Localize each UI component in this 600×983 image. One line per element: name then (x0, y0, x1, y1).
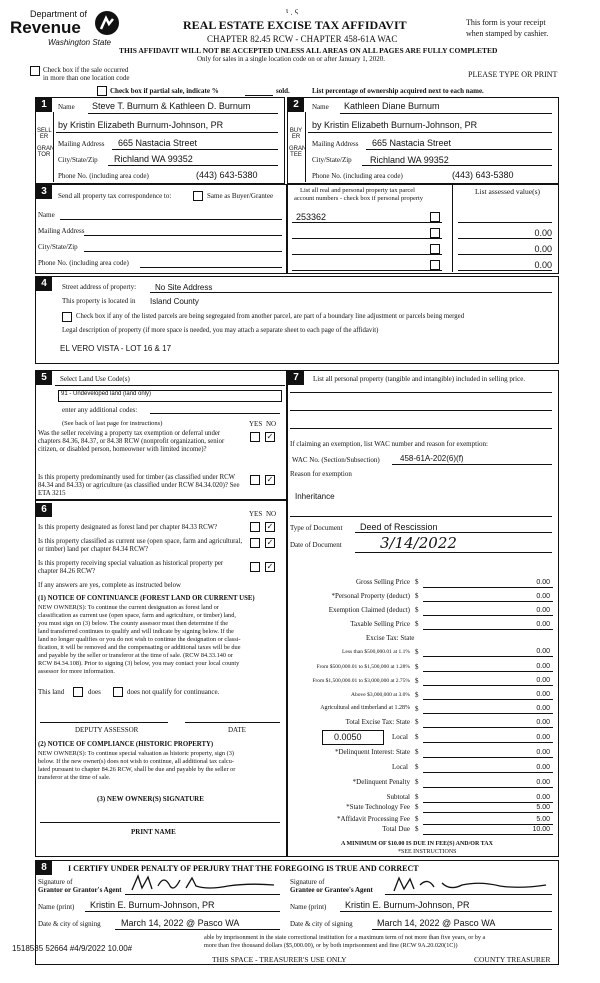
section-2-number: 2 (288, 98, 304, 112)
seller-city[interactable]: Richland WA 99352 (114, 154, 193, 164)
notice2-line: NEW OWNER(S): To continue special valuation as historic property, sign (3) (38, 750, 235, 757)
new-owner-signature-label: (3) NEW OWNER(S) SIGNATURE (97, 795, 204, 803)
currency-sign: $ (415, 620, 419, 628)
delinquent-interest-value[interactable]: 0.00 (536, 749, 550, 756)
land-use-value: 91 - Undeveloped land (land only) (61, 391, 152, 397)
grantor-sig-label-1: Signature of (38, 878, 73, 886)
section-4-number: 4 (36, 277, 52, 291)
deputy-assessor-label: DEPUTY ASSESSOR (75, 726, 139, 734)
parcel-number-1[interactable]: 253362 (296, 212, 327, 222)
currency-sign: $ (415, 648, 419, 656)
tier-4-label: Above $3,000,000 at 3.0% (351, 692, 410, 698)
parcel-header-1: List all real and personal property tax parcel (300, 187, 415, 194)
assessed-value-1[interactable]: 0.00 (534, 228, 552, 238)
seller-addr-label: Mailing Address (58, 140, 105, 148)
notice1-line: RCW 84.34.108). Prior to signing (3) below, you may contact your local county (38, 660, 240, 667)
taxable-selling-label: Taxable Selling Price (350, 620, 410, 628)
tier-2-value[interactable]: 0.00 (536, 663, 550, 670)
revenue-wordmark: Revenue (10, 18, 81, 37)
corr-phone-label: Phone No. (including area code) (38, 259, 129, 267)
corr-name-label: Name (38, 211, 55, 219)
grantee-printed-name[interactable]: Kristin E. Burnum-Johnson, PR (345, 900, 470, 910)
section-7-number: 7 (288, 371, 304, 385)
notice1-line: NEW OWNER(S): To continue the current designation as forest land or (38, 604, 219, 611)
grantee-date-label: Date & city of signing (290, 920, 353, 928)
exemption-claimed-label: Exemption Claimed (deduct) (328, 606, 410, 614)
assessed-value-3[interactable]: 0.00 (534, 260, 552, 270)
sec6-q2-no[interactable]: ✓ (266, 538, 274, 547)
buyer-name[interactable]: Kathleen Diane Burnum (344, 101, 440, 111)
dept-label: Department of (30, 9, 88, 19)
notice1-line: you must sign on (3) below. The county assessor must then determine if the (38, 620, 229, 627)
partial-sale-label: Check box if partial sale, indicate % (110, 87, 219, 95)
delinquent-penalty-label: *Delinquent Penalty (352, 778, 410, 786)
currency-sign: $ (415, 778, 419, 786)
total-excise-label: Total Excise Tax: State (345, 718, 410, 726)
doc-date-value[interactable]: 3/14/2022 (380, 534, 457, 552)
perjury-note-2: more than five thousand dollars ($5,000.00), or by both imprisonment and fine (RCW 9A.20.020(1C)) (204, 942, 458, 949)
buyer-phone[interactable]: (443) 643-5380 (452, 170, 514, 180)
grantee-sig-label-2: Grantee or Grantee's Agent (290, 886, 373, 894)
sec5-no-header: NO (266, 420, 277, 428)
total-due-label: Total Due (382, 825, 410, 833)
legal-description[interactable]: EL VERO VISTA - LOT 16 & 17 (60, 344, 172, 353)
section-3-number: 3 (36, 185, 52, 199)
gross-selling-value[interactable]: 0.00 (536, 579, 550, 586)
sec5-q2: Is this property predominantly used for timber (as classified under RCW 84.34 and 84.33) or agriculture (as classified under RCW 84.34.020)? See ETA 3215 (38, 474, 240, 497)
grantor-sig-label-2: Grantor or Grantor's Agent (38, 886, 122, 894)
certify-statement: I CERTIFY UNDER PENALTY OF PERJURY THAT THE FOREGOING IS TRUE AND CORRECT (68, 864, 419, 873)
form-warning: THIS AFFIDAVIT WILL NOT BE ACCEPTED UNLESS ALL AREAS ON ALL PAGES ARE FULLY COMPLETED (119, 46, 498, 55)
receipt-note-2: when stamped by cashier. (466, 29, 549, 38)
subtotal-value[interactable]: 0.00 (536, 794, 550, 801)
grantee-date[interactable]: March 14, 2022 @ Pasco WA (377, 918, 496, 928)
multi-location-label-2: in more than one location code (43, 74, 130, 82)
form-chapter: CHAPTER 82.45 RCW - CHAPTER 458-61A WAC (207, 34, 398, 44)
section-6-number: 6 (36, 503, 52, 517)
local-value-2[interactable]: 0.00 (536, 764, 550, 771)
agricultural-label: Agricultural and timberland at 1.28% (320, 705, 410, 711)
seller-addr[interactable]: 665 Nastacia Street (118, 138, 198, 148)
treasurer-use-label: THIS SPACE - TREASURER'S USE ONLY (212, 955, 347, 964)
tech-fee-label: *State Technology Fee (346, 803, 410, 811)
section-8-number: 8 (36, 861, 52, 875)
grantor-signature (128, 872, 278, 896)
notice1-line: assessor for more information. (38, 668, 115, 675)
see-instructions-note: *SEE INSTRUCTIONS (398, 849, 457, 855)
land-use-label: Select Land Use Code(s) (60, 375, 130, 383)
sec6-q1: Is this property designated as forest land per chapter 84.33 RCW? (38, 524, 218, 531)
grantee-name-label: Name (print) (290, 903, 327, 911)
notice1-line: fication, it will be removed and the compensating or additional taxes will be due (38, 644, 241, 651)
segregated-checkbox[interactable] (62, 312, 72, 322)
currency-sign: $ (415, 705, 419, 713)
seller-phone[interactable]: (443) 643-5380 (196, 170, 258, 180)
subtotal-label: Subtotal (386, 793, 410, 801)
perjury-note-1: able by imprisonment in the state correctional institution for a maximum term of not more than five years, or by a (204, 934, 486, 941)
notice2-line: lated pursuant to chapter 84.26 RCW, shall be due and payable by the seller or (38, 766, 236, 773)
currency-sign: $ (415, 592, 419, 600)
doc-date-label: Date of Document (290, 541, 342, 549)
affidavit-fee-label: *Affidavit Processing Fee (337, 815, 410, 823)
seller-city-label: City/State/Zip (58, 156, 98, 164)
buyer-addr-label: Mailing Address (312, 140, 359, 148)
assessed-value-2[interactable]: 0.00 (534, 244, 552, 254)
notice2-title: (2) NOTICE OF COMPLIANCE (HISTORIC PROPERTY) (38, 741, 214, 748)
buyer-addr[interactable]: 665 Nastacia Street (372, 138, 452, 148)
only-for-note: Only for sales in a single location code on or after January 1, 2020. (197, 55, 385, 63)
seller-phone-label: Phone No. (including area code) (58, 172, 149, 180)
reason-value[interactable]: Inheritance (295, 492, 335, 501)
reason-label: Reason for exemption (290, 470, 352, 478)
total-due-value[interactable]: 10.00 (532, 826, 550, 833)
delinquent-penalty-value[interactable]: 0.00 (536, 779, 550, 786)
sec6-yes-header: YES (249, 510, 263, 518)
sec5-q1-no[interactable]: ✓ (266, 432, 274, 441)
sec5-q2-yes[interactable] (250, 475, 260, 485)
wac-value[interactable]: 458-61A-202(6)(f) (400, 454, 464, 463)
gross-selling-label: Gross Selling Price (355, 578, 410, 586)
located-county[interactable]: Island County (150, 297, 199, 306)
currency-sign: $ (415, 763, 419, 771)
personal-property-label: *Personal Property (deduct) (331, 592, 410, 600)
currency-sign: $ (415, 606, 419, 614)
delinquent-interest-label: *Delinquent Interest: State (334, 748, 410, 756)
form-title: REAL ESTATE EXCISE TAX AFFIDAVIT (183, 18, 407, 32)
top-marks: ι ͵ ς (286, 6, 298, 15)
assessed-header: List assessed value(s) (475, 187, 540, 196)
notice2-line: below. If the new owner(s) does not wish to continue, all additional tax calcu- (38, 758, 234, 765)
land-does-not-checkbox[interactable] (113, 687, 123, 697)
taxable-selling-value[interactable]: 0.00 (536, 621, 550, 628)
currency-sign: $ (415, 825, 419, 833)
if-yes-note: If any answers are yes, complete as instructed below (38, 582, 181, 589)
currency-sign: $ (415, 748, 419, 756)
notice1-title: (1) NOTICE OF CONTINUANCE (FOREST LAND OR CURRENT USE) (38, 595, 255, 602)
partial-sale-checkbox[interactable] (97, 86, 107, 96)
tier-1-label: Less than $500,000.01 at 1.1% (342, 649, 410, 655)
notice2-line: transferor at the time of sale. (38, 774, 111, 781)
state-label: Washington State (48, 38, 112, 47)
grantor-name-label: Name (print) (38, 903, 75, 911)
personal-property-label: List all personal property (tangible and intangible) included in selling price. (313, 375, 526, 383)
parcel-4-personal-checkbox[interactable] (430, 260, 440, 270)
doc-type-label: Type of Document (290, 524, 343, 532)
corr-city-label: City/State/Zip (38, 243, 78, 251)
ownership-note: List percentage of ownership acquired next to each name. (312, 87, 484, 95)
seller-name[interactable]: Steve T. Burnum & Kathleen D. Burnum (92, 101, 251, 111)
receipt-note-1: This form is your receipt (466, 18, 546, 27)
parcel-3-personal-checkbox[interactable] (430, 244, 440, 254)
buyer-name-label: Name (312, 103, 329, 111)
deputy-date-label: DATE (228, 726, 246, 734)
sec6-q2: Is this property classified as current use (open space, farm and agricultural, or timber) land per chapter 84.34 RCW? (38, 538, 243, 553)
sec6-q3-yes[interactable] (250, 562, 260, 572)
send-correspondence-label: Send all property tax correspondence to: (58, 192, 172, 200)
sec6-q1-no[interactable]: ✓ (266, 522, 274, 531)
multi-location-checkbox[interactable] (30, 66, 40, 76)
notice1-line: and payable by the seller or transferor at the time of sale. (RCW 84.33.140 or (38, 652, 233, 659)
seller-name-2[interactable]: by Kristin Elizabeth Burnum-Johnson, PR (58, 120, 224, 130)
land-does-not-label: does not qualify for continuance. (127, 688, 220, 696)
print-note: PLEASE TYPE OR PRINT (468, 70, 558, 79)
grantor-date[interactable]: March 14, 2022 @ Pasco WA (121, 918, 240, 928)
seller-name-label: Name (58, 103, 75, 111)
located-label: This property is located in (62, 297, 136, 305)
currency-sign: $ (415, 663, 419, 671)
local-value[interactable]: 0.00 (536, 734, 550, 741)
see-back-label: (See back of last page for instructions) (62, 420, 163, 427)
notice1-line: land no longer qualifies or you do not wish to continue the designation or classi- (38, 636, 241, 643)
local-label: Local (392, 733, 408, 741)
seller-side-label: SELL ER GRAN TOR (37, 128, 55, 158)
tier-3-value[interactable]: 0.00 (536, 677, 550, 684)
exemption-label: If claiming an exemption, list WAC number and reason for exemption: (290, 440, 488, 448)
cashier-stamp: 1518535 52664 #4/9/2022 10.00# (12, 944, 133, 953)
legal-label: Legal description of property (if more space is needed, you may attach a separate sheet to each page of the affidavit) (62, 327, 379, 334)
currency-sign: $ (415, 718, 419, 726)
street-address[interactable]: No Site Address (155, 283, 213, 292)
currency-sign: $ (415, 578, 419, 586)
tier-2-label: From $500,000.01 to $1,500,000 at 1.28% (316, 664, 410, 670)
minimum-due-note: A MINIMUM OF $10.00 IS DUE IN FEE(S) AND/OR TAX (341, 841, 493, 847)
segregated-label: Check box if any of the listed parcels are being segregated from another parcel, are part of a boundary line adjustment or parcels being merged (76, 313, 465, 320)
county-treasurer-label: COUNTY TREASURER (474, 955, 551, 964)
sec5-yes-header: YES (249, 420, 263, 428)
buyer-city-label: City/State/Zip (312, 156, 352, 164)
same-as-buyer-checkbox[interactable] (193, 191, 203, 201)
tech-fee-value[interactable]: 5.00 (536, 804, 550, 811)
parcel-2-personal-checkbox[interactable] (430, 228, 440, 238)
multi-location-label: Check box if the sale occurred (43, 66, 129, 74)
grantee-sig-label-1: Signature of (290, 878, 325, 886)
additional-codes-label: enter any additional codes: (62, 406, 138, 414)
grantor-printed-name[interactable]: Kristin E. Burnum-Johnson, PR (90, 900, 215, 910)
parcel-1-personal-checkbox[interactable] (430, 212, 440, 222)
buyer-name-2[interactable]: by Kristin Elizabeth Burnum-Johnson, PR (312, 120, 478, 130)
currency-sign: $ (415, 691, 419, 699)
total-excise-value[interactable]: 0.00 (536, 719, 550, 726)
currency-sign: $ (415, 793, 419, 801)
exemption-claimed-value[interactable]: 0.00 (536, 607, 550, 614)
buyer-side-label: BUY ER GRAN TEE (289, 128, 307, 158)
local-rate[interactable]: 0.0050 (334, 732, 362, 742)
tier-1-value[interactable]: 0.00 (536, 648, 550, 655)
sec6-no-header: NO (266, 510, 277, 518)
corr-addr-label: Mailing Address (38, 227, 85, 235)
notice1-line: land transferred continues to qualify and will indicate by signing below. If the (38, 628, 234, 635)
wac-label: WAC No. (Section/Subsection) (292, 456, 380, 464)
local-label-2: Local (392, 763, 408, 771)
this-land-label: This land (38, 688, 65, 696)
section-5-number: 5 (36, 371, 52, 385)
sold-label: sold. (276, 87, 290, 95)
sec5-q2-no[interactable]: ✓ (266, 475, 274, 484)
sec6-q3: Is this property receiving special valuation as historical property per chapter 84.26 RCW? (38, 560, 224, 575)
notice1-line: classification as current use (open space, farm and agriculture, or timber) land, (38, 612, 236, 619)
sec6-q2-yes[interactable] (250, 538, 260, 548)
agricultural-value[interactable]: 0.00 (536, 705, 550, 712)
currency-sign: $ (415, 815, 419, 823)
street-label: Street address of property: (62, 283, 137, 291)
doc-type-value[interactable]: Deed of Rescission (360, 522, 438, 532)
currency-sign: $ (415, 733, 419, 741)
sec5-q1-yes[interactable] (250, 432, 260, 442)
affidavit-fee-value[interactable]: 5.00 (536, 816, 550, 823)
same-as-buyer-label: Same as Buyer/Grantee (207, 192, 274, 200)
print-name-label: PRINT NAME (131, 828, 176, 836)
dor-logo-icon (94, 10, 120, 38)
sec6-q3-no[interactable]: ✓ (266, 562, 274, 571)
excise-state-label: Excise Tax: State (366, 634, 415, 642)
parcel-header-2: account numbers - check box if personal property (294, 195, 424, 202)
currency-sign: $ (415, 803, 419, 811)
sec6-q1-yes[interactable] (250, 522, 260, 532)
land-does-checkbox[interactable] (73, 687, 83, 697)
buyer-city[interactable]: Richland WA 99352 (370, 155, 449, 165)
buyer-phone-label: Phone No. (including area code) (312, 172, 403, 180)
land-does-label: does (88, 688, 101, 696)
sec5-q1: Was the seller receiving a property tax exemption or deferral under chapters 84.36, 84.37, or 84.38 RCW (nonprofit organization, senior citizen, or disabled person, homeowner with limited income)? (38, 430, 225, 453)
currency-sign: $ (415, 677, 419, 685)
section-1-number: 1 (36, 98, 52, 112)
tier-4-value[interactable]: 0.00 (536, 691, 550, 698)
grantor-date-label: Date & city of signing (38, 920, 101, 928)
personal-property-value[interactable]: 0.00 (536, 593, 550, 600)
tier-3-label: From $1,500,000.01 to $3,000,000 at 2.75% (312, 678, 410, 684)
